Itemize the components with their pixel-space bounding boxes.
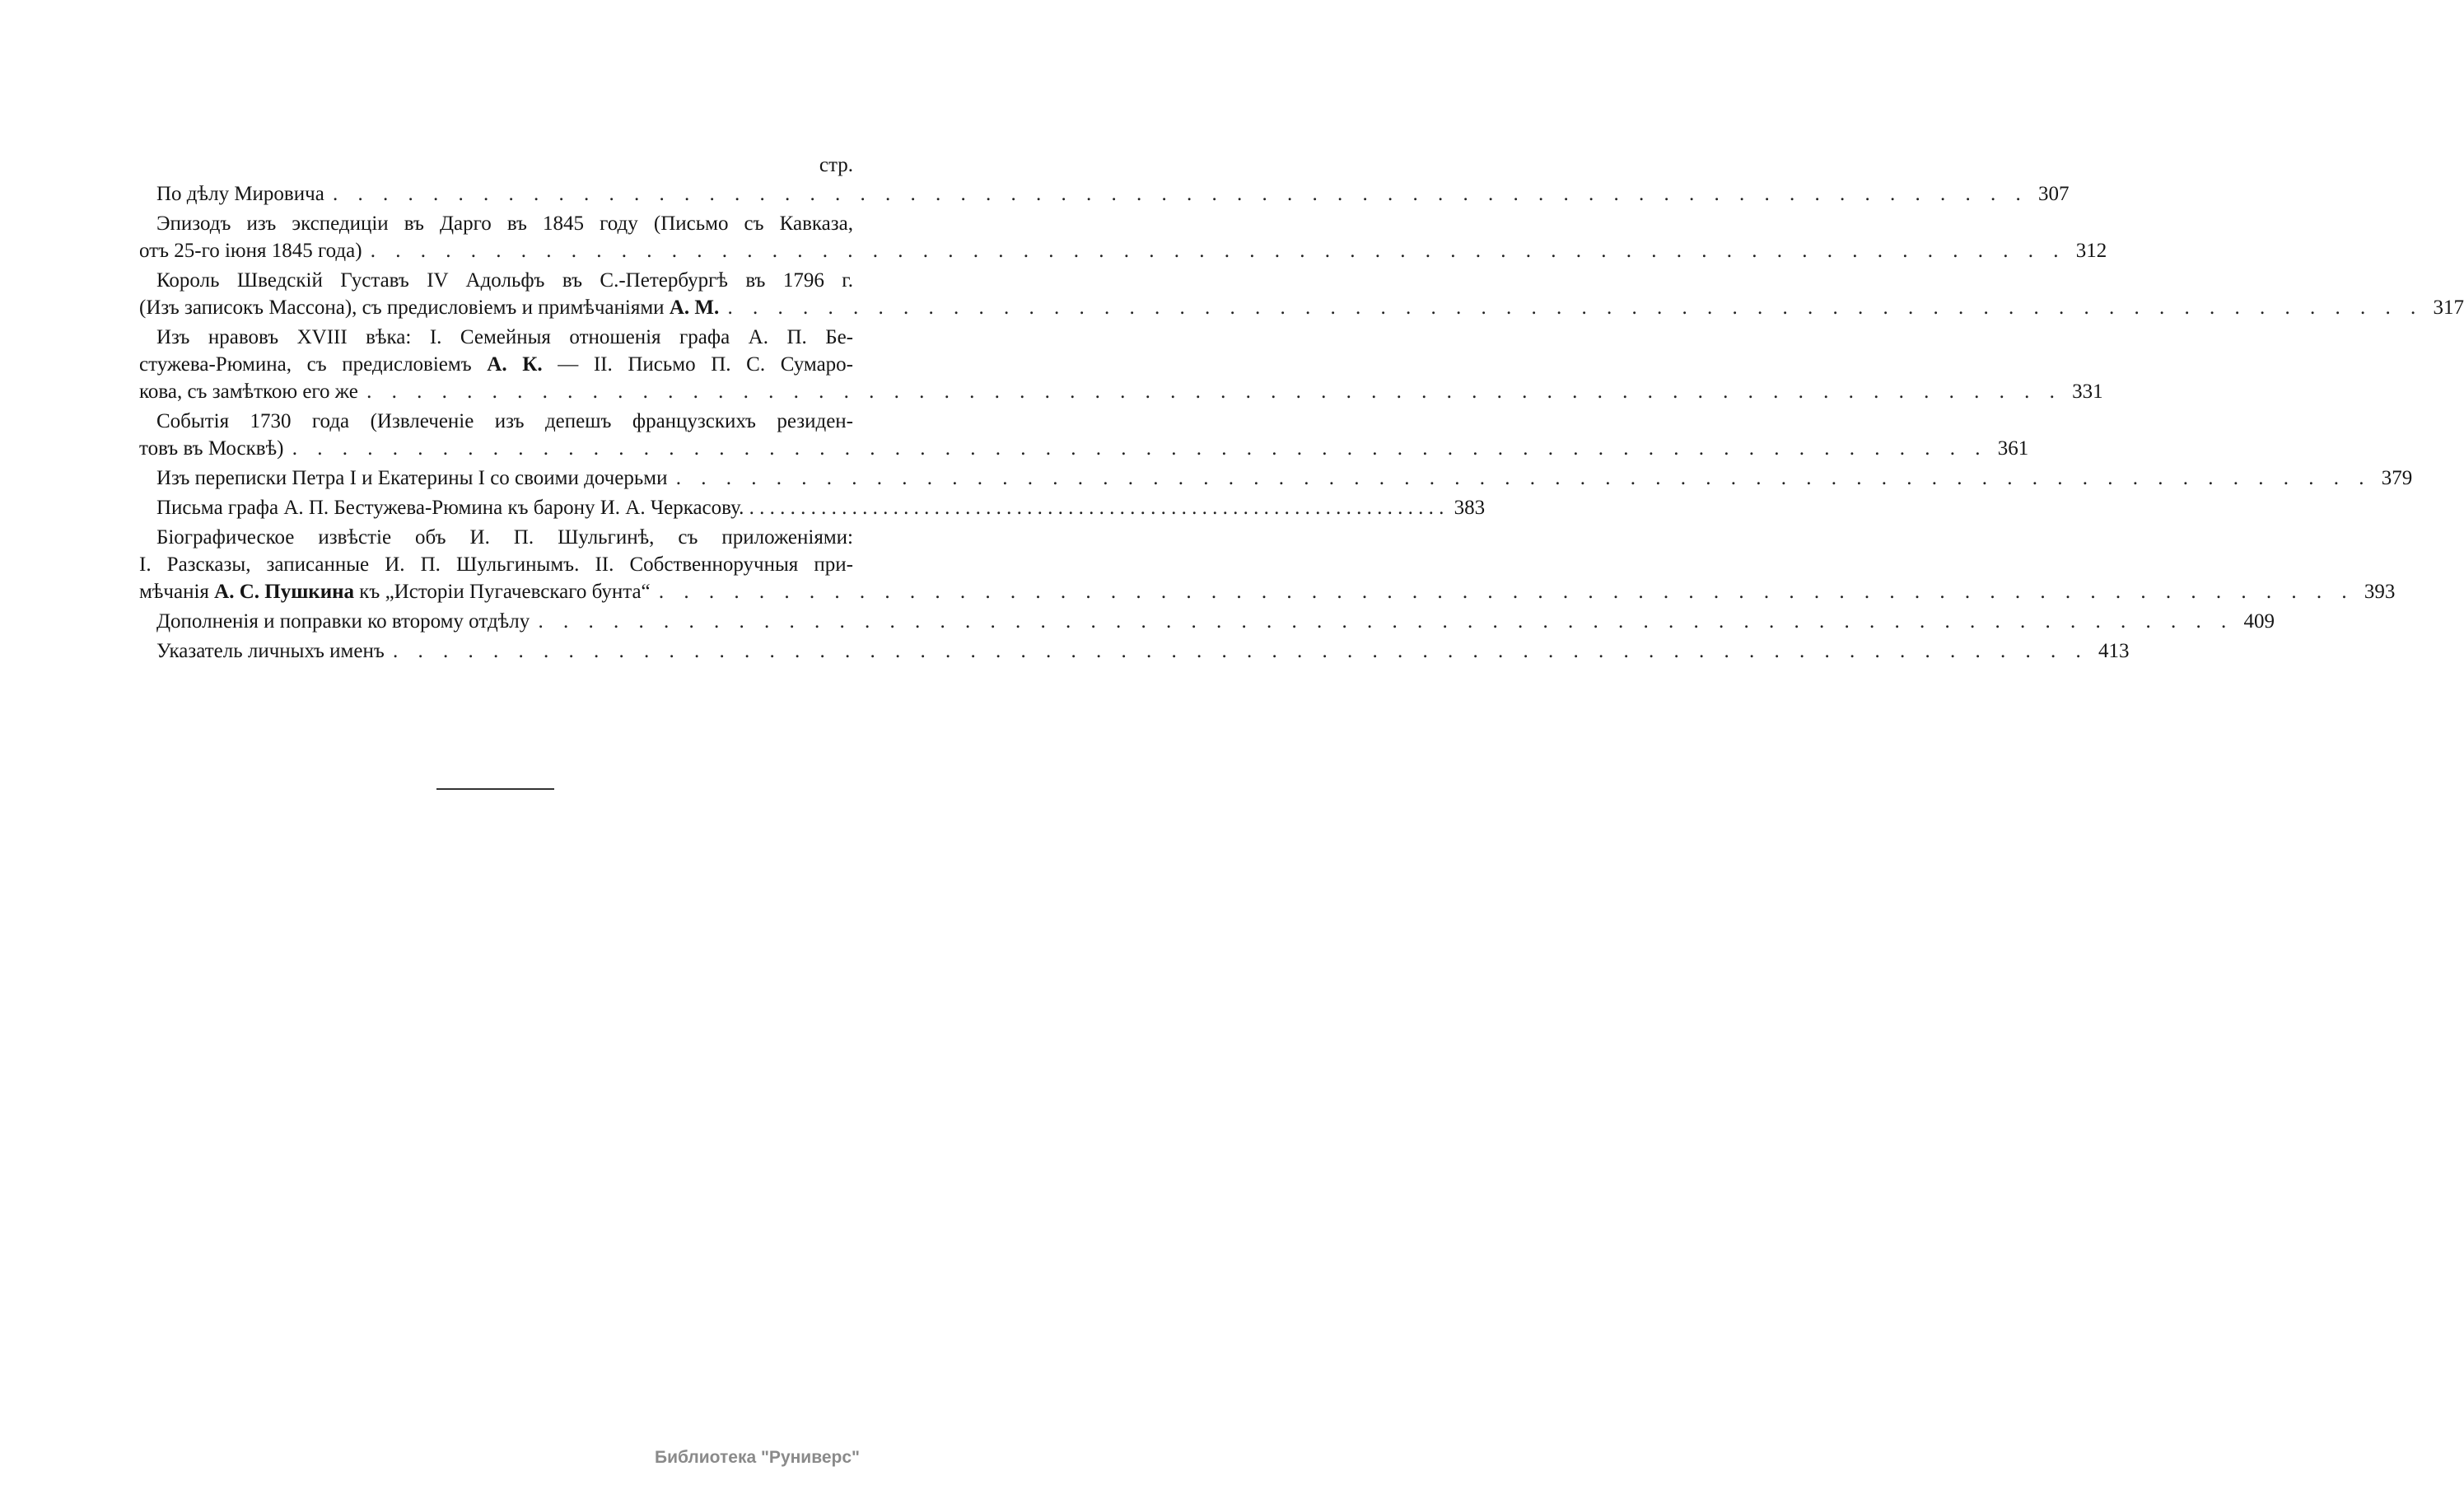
toc-entry-title-line: Эпизодъ изъ экспедиціи въ Дарго въ 1845 году (Письмо съ Кавказа, <box>156 212 853 235</box>
toc-entry-title: Указатель личныхъ именъ <box>156 640 385 662</box>
toc-entry-title: Дополненія и поправки ко второму отдѣлу <box>156 610 530 633</box>
toc-entry <box>139 524 2396 605</box>
toc-entry-title-end <box>139 581 651 603</box>
dot-leader <box>673 467 2372 489</box>
page-column-header: стр. <box>819 154 853 176</box>
toc-text: мѣчанія <box>139 581 215 603</box>
toc-entry <box>139 324 2103 405</box>
dot-leader <box>390 640 2088 662</box>
library-watermark: Библиотека "Руниверс" <box>654 1448 860 1467</box>
toc-entry-title-end: отъ 25-го іюня 1845 года) <box>139 240 362 262</box>
toc-page-number: 312 <box>2075 240 2107 262</box>
toc-entry-line <box>139 237 2107 264</box>
dot-leader <box>656 581 2354 603</box>
toc-page-number: 307 <box>2038 183 2070 205</box>
toc-entry-line <box>139 578 2396 605</box>
toc-entry-line <box>139 378 2103 405</box>
toc-entry-title-end <box>139 297 719 319</box>
dot-leader <box>367 240 2066 262</box>
toc-entry-title: По дѣлу Мировича <box>156 183 324 205</box>
section-divider-rule <box>436 788 554 790</box>
toc-entry <box>156 637 2130 665</box>
toc-page-number: 409 <box>2243 610 2275 633</box>
toc-entry-line <box>139 294 2464 321</box>
toc-text: (Изъ записокъ Массона), съ предисловіемъ и примѣчаніями <box>139 297 670 319</box>
toc-entry <box>156 180 2070 208</box>
toc-entry-line <box>156 180 2070 208</box>
dot-leader <box>534 610 2233 633</box>
toc-entry-line <box>156 637 2130 665</box>
editor-initials: А. К. <box>487 353 543 376</box>
toc-entry-title-line: Изъ нравовъ XVIII вѣка: I. Семейныя отношенія графа А. П. Бе- <box>156 326 853 348</box>
toc-page-number: 331 <box>2072 381 2103 403</box>
toc-entry <box>139 267 2464 321</box>
toc-entry <box>156 608 2275 635</box>
toc-entry <box>156 465 2413 492</box>
toc-entry <box>156 494 1486 521</box>
dot-leader <box>749 497 1444 519</box>
toc-entry-line <box>156 608 2275 635</box>
table-of-contents <box>139 153 2464 665</box>
toc-entry-title-line: Событія 1730 года (Извлеченіе изъ депешъ французскихъ резиден- <box>156 410 853 432</box>
toc-page-number: 393 <box>2364 581 2396 603</box>
toc-page-number: 361 <box>1997 437 2029 460</box>
editor-initials: А. М. <box>669 297 720 319</box>
dot-leader <box>329 183 2028 205</box>
toc-entry-line <box>156 494 1486 521</box>
toc-entry-title-line: Король Шведскій Густавъ IV Адольфъ въ С.-Петербургѣ въ 1796 г. <box>156 269 853 292</box>
toc-page-number: 379 <box>2381 467 2413 489</box>
toc-text: стужева-Рюмина, съ предисловіемъ <box>139 353 488 376</box>
toc-entry <box>139 408 2029 462</box>
toc-text: къ „Исторіи Пугачевскаго бунта“ <box>354 581 651 603</box>
dot-leader <box>724 297 2423 319</box>
toc-entry-title: Письма графа А. П. Бестужева-Рюмина къ барону И. А. Черкасову. <box>156 497 744 519</box>
dot-leader <box>289 437 1988 460</box>
toc-entry <box>139 210 2107 264</box>
author-name: А. С. Пушкина <box>214 581 355 603</box>
toc-entry-title-line <box>139 351 853 378</box>
toc-entry-title-line: I. Разсказы, записанные И. П. Шульгинымъ. II. Собственноручныя при- <box>139 553 853 576</box>
toc-page-number: 317 <box>2433 297 2464 319</box>
toc-entry-title-end: кова, съ замѣткою его же <box>139 381 358 403</box>
toc-page-number: 383 <box>1454 497 1486 519</box>
toc-entry-title-end: товъ въ Москвѣ) <box>139 437 284 460</box>
toc-entry-line <box>139 435 2029 462</box>
toc-text: — II. Письмо П. С. Сумаро- <box>542 353 853 376</box>
toc-entry-title: Изъ переписки Петра I и Екатерины I со своими дочерьми <box>156 467 668 489</box>
toc-page-number: 413 <box>2098 640 2130 662</box>
dot-leader <box>363 381 2062 403</box>
toc-entry-title-line: Біографическое извѣстіе объ И. П. Шульгинѣ, съ приложеніями: <box>156 526 853 549</box>
toc-entry-line <box>156 465 2413 492</box>
